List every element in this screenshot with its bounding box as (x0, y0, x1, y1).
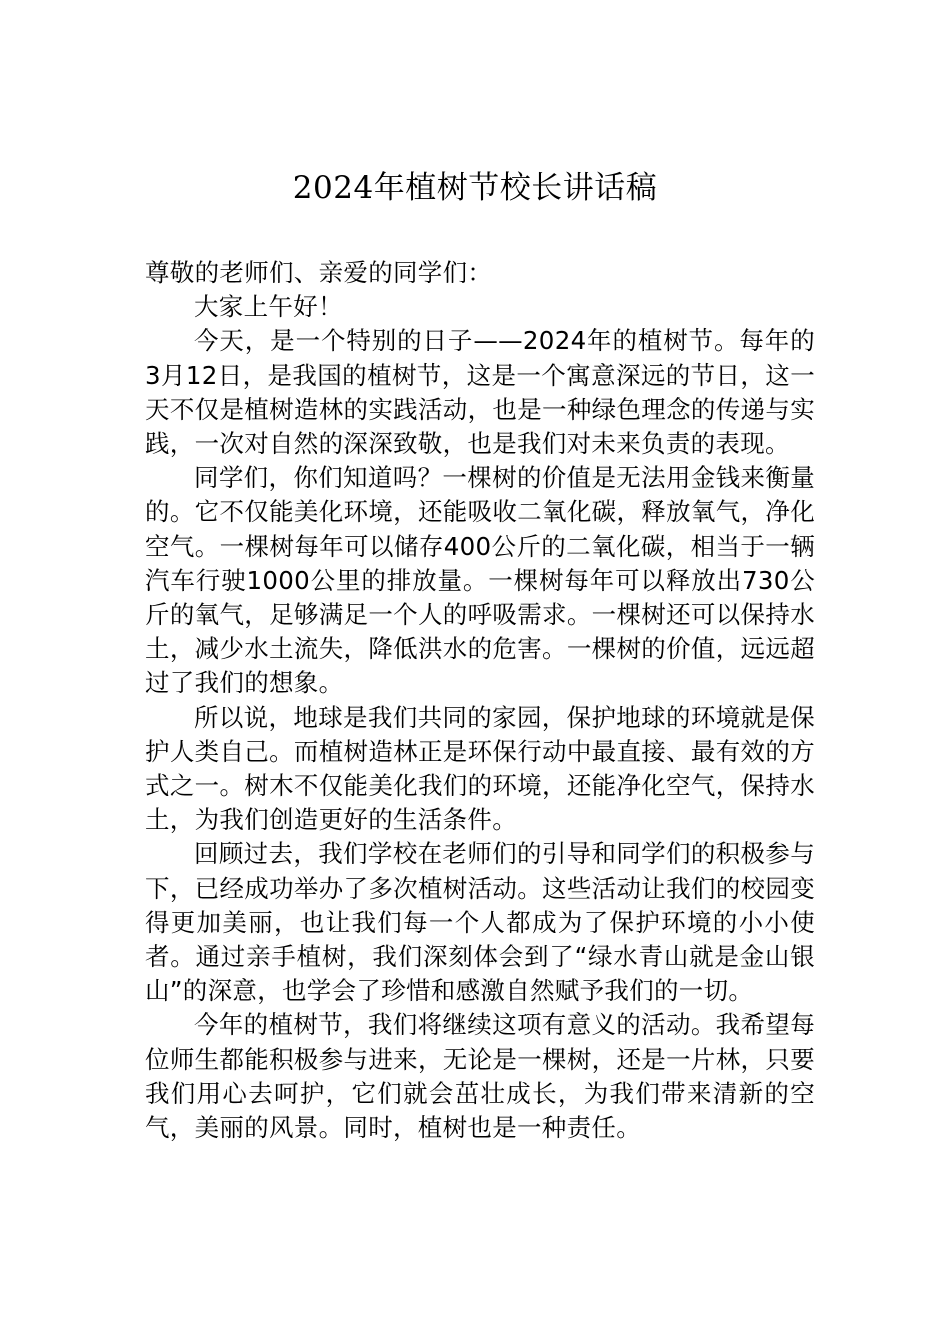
paragraph-review-past: 回顾过去，我们学校在老师们的引导和同学们的积极参与下，已经成功举办了多次植树活动。这些活动让我们的校园变得更加美丽，也让我们每一个人都成为了保护环境的小小使者。通过亲手植树，我们深刻体会到了“绿水青山就是金山银山”的深意，也学会了珍惜和感激自然赋予我们的一切。 (145, 839, 815, 1006)
paragraph-greeting: 大家上午好！ (194, 292, 343, 322)
paragraph-protect-earth: 所以说，地球是我们共同的家园，保护地球的环境就是保护人类自己。而植树造林正是环保行动中最直接、最有效的方式之一。树木不仅能美化我们的环境，还能净化空气，保持水土，为我们创造更好的生活条件。 (145, 702, 815, 835)
document-title: 2024年植树节校长讲话稿 (292, 170, 658, 206)
paragraph-tree-value: 同学们，你们知道吗？一棵树的价值是无法用金钱来衡量的。它不仅能美化环境，还能吸收二氧化碳，释放氧气，净化空气。一棵树每年可以储存400公斤的二氧化碳，相当于一辆汽车行驶1000公里的排放量。一棵树每年可以释放出730公斤的氧气，足够满足一个人的呼吸需求。一棵树还可以保持水土，减少水土流失，降低洪水的危害。一棵树的价值，远远超过了我们的想象。 (145, 463, 815, 698)
salutation: 尊敬的老师们、亲爱的同学们： (145, 258, 493, 287)
paragraph-arbor-day: 今天，是一个特别的日子——2024年的植树节。每年的3月12日，是我国的植树节，这是一个寓意深远的节日，这一天不仅是植树造林的实践活动，也是一种绿色理念的传递与实践，一次对自然的深深致敬，也是我们对未来负责的表现。 (145, 326, 815, 459)
paragraph-this-year: 今年的植树节，我们将继续这项有意义的活动。我希望每位师生都能积极参与进来，无论是一棵树，还是一片林，只要我们用心去呵护，它们就会茁壮成长，为我们带来清新的空气，美丽的风景。同时，植树也是一种责任。 (145, 1010, 815, 1143)
document-body (145, 256, 815, 1145)
